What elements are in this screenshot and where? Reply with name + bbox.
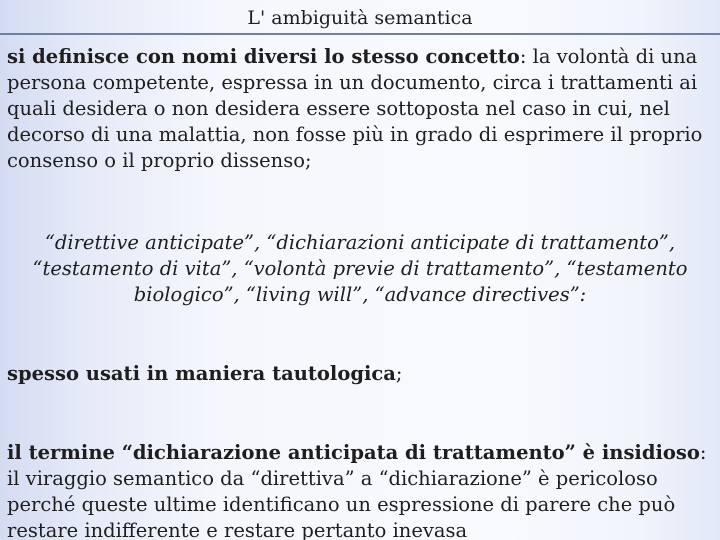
slide-title: L' ambiguità semantica	[247, 7, 473, 29]
title-divider	[0, 33, 720, 35]
insidious-text: : il viraggio semantico da “direttiva” a “dichiarazione” è pericoloso perché queste ultime identificano un espressione di parere che può restare indifferente e restare pertanto inevasa	[7, 441, 707, 540]
paragraph-tautology	[7, 361, 712, 387]
paragraph-synonyms: “direttive anticipate”, “dichiarazioni anticipate di trattamento”, “testamento di vita”, “volontà previe di trattamento”, “testamento biologico”, “living will”, “advance directives”:	[32, 231, 688, 306]
tautology-text: ;	[395, 362, 403, 385]
definition-text: : la volontà di una persona competente, espressa in un documento, circa i trattamenti ai quali desidera o non desidera essere sottoposta nel caso in cui, nel decorso di una malattia, non fosse più in grado di esprimere il proprio consenso o il proprio dissenso;	[7, 45, 703, 172]
definition-emphasis: si definisce con nomi diversi lo stesso concetto	[7, 45, 520, 68]
paragraph-insidious-term	[7, 440, 712, 540]
tautology-emphasis: spesso usati in maniera tautologica	[7, 362, 396, 385]
insidious-emphasis: il termine “dichiarazione anticipata di trattamento” è insidioso	[7, 441, 700, 464]
paragraph-definition	[7, 44, 712, 174]
